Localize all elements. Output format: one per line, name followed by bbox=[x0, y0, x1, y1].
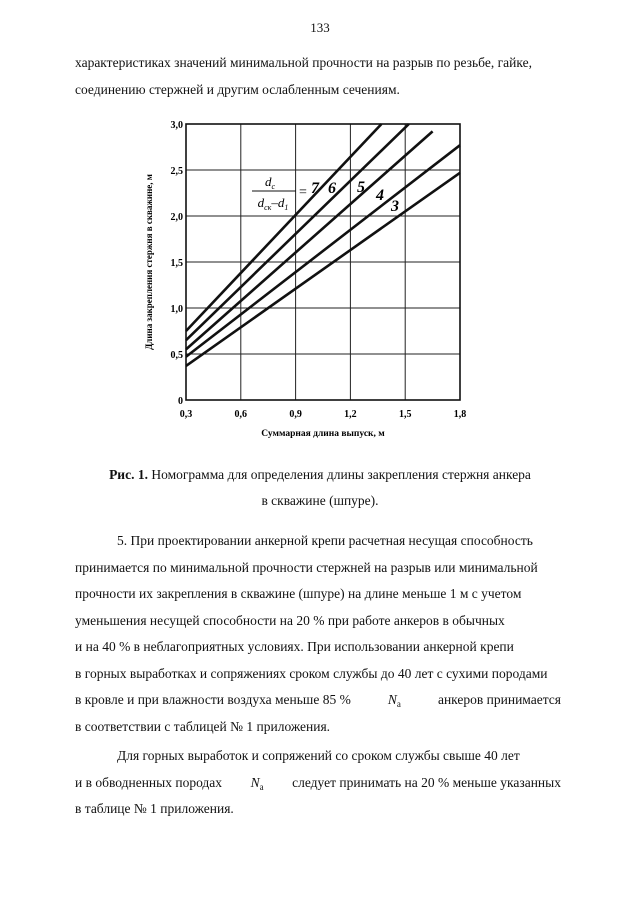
series-label-6: 6 bbox=[328, 180, 336, 197]
y-tick-label: 0,5 bbox=[170, 350, 183, 361]
formula-denominator-a: d bbox=[257, 195, 265, 210]
series-label-3: 3 bbox=[391, 198, 399, 215]
y-tick-label: 0 bbox=[178, 396, 183, 407]
paragraph-6-line-3: в таблице № 1 приложения. bbox=[75, 801, 234, 816]
y-tick-label: 1,0 bbox=[170, 304, 183, 315]
x-tick-label: 0,9 bbox=[289, 409, 302, 420]
plot-frame bbox=[186, 124, 460, 400]
x-tick-label: 1,2 bbox=[344, 409, 357, 420]
paragraph-5-line-7 bbox=[75, 687, 561, 718]
y-tick-label: 1,5 bbox=[170, 258, 183, 269]
paragraph-5-line-7-b: анкеров принимается bbox=[437, 692, 561, 707]
paragraph-5-line-1: 5. При проектировании анкерной крепи расчетная несущая способность bbox=[117, 533, 533, 548]
paragraph-6-line-2-a: и в обводненных породах bbox=[75, 775, 223, 790]
series-line-5 bbox=[186, 131, 433, 349]
x-tick-label: 1,8 bbox=[453, 409, 467, 420]
na-symbol-sub: а bbox=[396, 699, 401, 709]
series-label-5: 5 bbox=[357, 179, 365, 196]
na-symbol-2-sub: а bbox=[259, 782, 264, 792]
page-number: 133 bbox=[310, 20, 330, 35]
series-label-4: 4 bbox=[376, 187, 384, 204]
figure-label: Рис. 1. bbox=[109, 467, 148, 482]
series-line-6 bbox=[186, 124, 409, 340]
paragraph-5-line-6: в горных выработках и сопряжениях сроком службы до 40 лет с сухими породами bbox=[75, 666, 548, 681]
formula-numerator-sub: c bbox=[271, 182, 276, 191]
intro-line-2: соединению стержней и другим ослабленным сечениям. bbox=[75, 82, 400, 97]
series-line-4 bbox=[186, 145, 460, 357]
series-line-3 bbox=[186, 173, 460, 366]
formula-denominator-a-sub: ск bbox=[264, 203, 272, 212]
y-axis-label: Длина закрепления стержня в скважине, м bbox=[144, 174, 154, 350]
x-tick-labels bbox=[180, 409, 467, 420]
x-tick-label: 1,5 bbox=[398, 409, 412, 420]
paragraph-5-line-2: принимается по минимальной прочности стержней на разрыв или минимальной bbox=[75, 560, 538, 575]
svg-text:dc bbox=[265, 174, 276, 191]
y-tick-label: 2,0 bbox=[170, 212, 183, 223]
x-tick-label: 0,6 bbox=[234, 409, 248, 420]
paragraph-6-line-2-b: следует принимать на 20 % меньше указанных bbox=[292, 775, 561, 790]
y-tick-label: 2,5 bbox=[170, 166, 183, 177]
figure-caption-line-1 bbox=[0, 467, 640, 483]
na-symbol-2: N bbox=[250, 775, 260, 790]
formula-numerator: d bbox=[264, 174, 272, 189]
formula-denominator-b: d bbox=[277, 195, 285, 210]
figure-caption-line-2: в скважине (шпуре). bbox=[261, 493, 379, 508]
paragraph-5-line-8: в соответствии с таблицей № 1 приложения. bbox=[75, 719, 331, 734]
series-line-7 bbox=[186, 124, 381, 331]
y-tick-labels bbox=[171, 120, 184, 407]
y-tick-label: 3,0 bbox=[170, 120, 183, 131]
x-tick-label: 0,3 bbox=[179, 409, 193, 420]
svg-text:dск–d1: $d_{ск}-d_1$ bbox=[257, 195, 289, 212]
paragraph-6-line-1: Для горных выработок и сопряжений со сроком службы свыше 40 лет bbox=[117, 748, 520, 763]
chart-grid bbox=[186, 124, 460, 400]
series-label-7: 7 bbox=[311, 180, 319, 197]
x-axis-label: Суммарная длина выпуск, м bbox=[261, 429, 385, 439]
intro-line-1: характеристиках значений минимальной прочности на разрыв по резьбе, гайке, bbox=[75, 55, 532, 70]
paragraph-5-line-7-a: в кровле и при влажности воздуха меньше 85 % bbox=[75, 692, 351, 707]
chart-series-lines bbox=[186, 124, 460, 366]
series-labels bbox=[311, 179, 399, 215]
na-symbol: N bbox=[387, 692, 397, 707]
figure-caption-text: Номограмма для определения длины закрепления стержня анкера bbox=[151, 467, 531, 482]
paragraph-5-line-4: уменьшения несущей способности на 20 % при работе анкеров в обычных bbox=[75, 613, 505, 628]
formula-equals: = bbox=[299, 185, 307, 200]
paragraph-5-line-3: прочности их закрепления в скважине (шпуре) на длине меньше 1 м с учетом bbox=[75, 586, 522, 601]
formula-denominator-b-sub: 1 bbox=[284, 203, 289, 212]
ratio-formula bbox=[252, 174, 307, 212]
paragraph-5-line-5: и на 40 % в неблагоприятных условиях. При использовании анкерной крепи bbox=[75, 639, 514, 654]
